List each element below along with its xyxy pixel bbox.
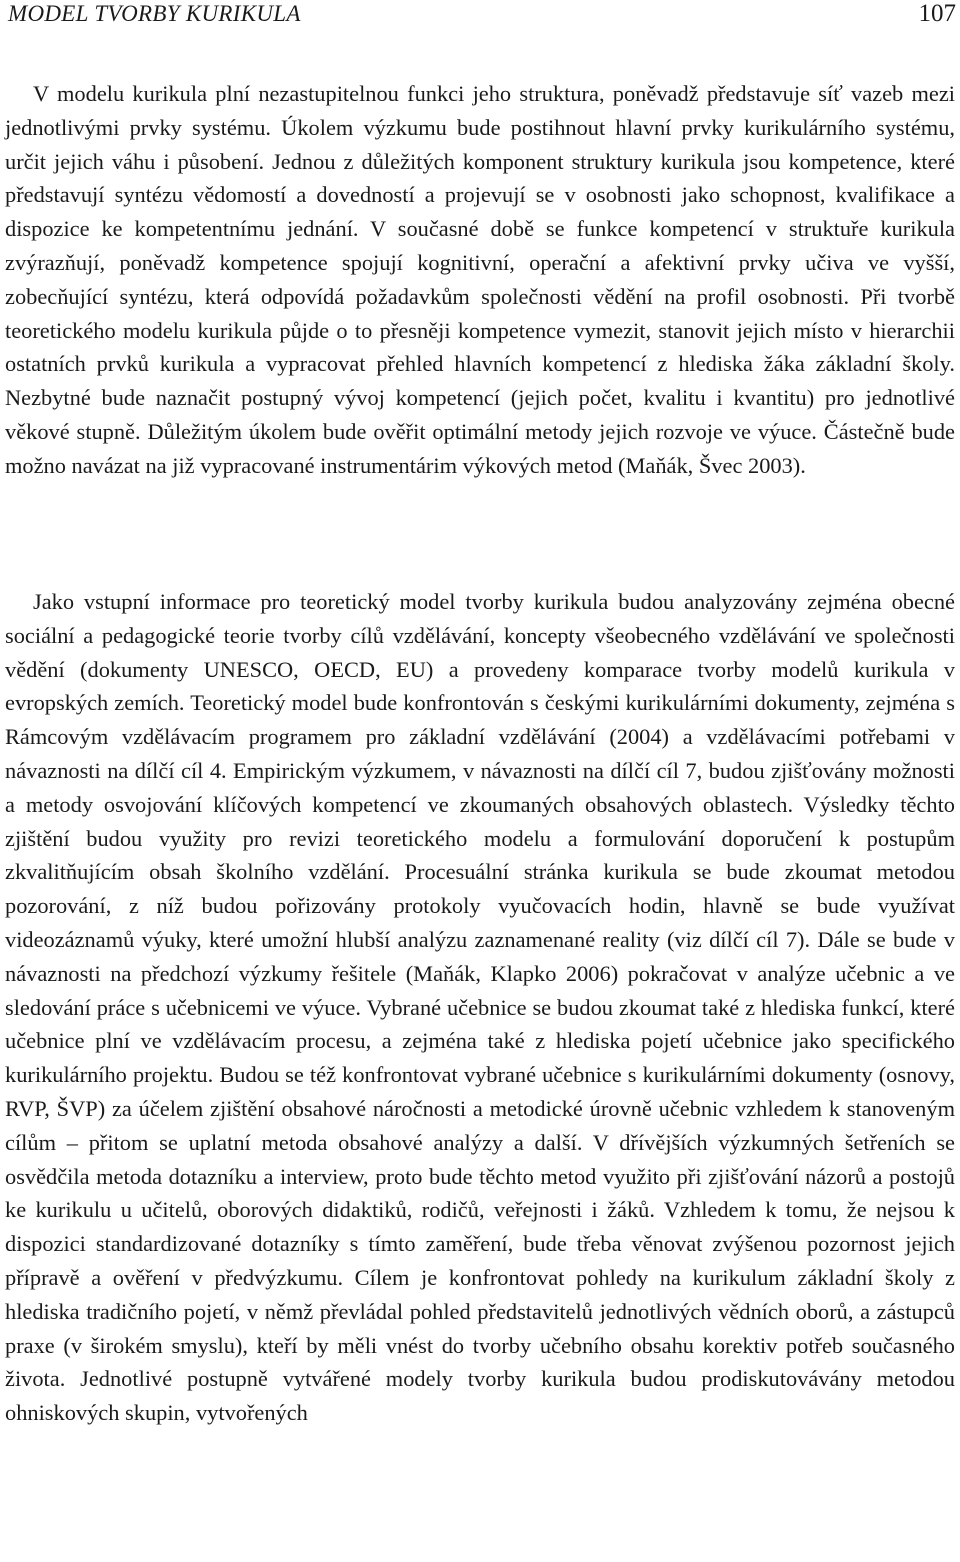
paragraph-curriculum-structure: V modelu kurikula plní nezastupitelnou funkci jeho struktura, poněvadž představuje síť vazeb mezi jednotlivými prvky systému. Úkolem výzkumu bude postihnout hlavní prvky kurikulárního systému, určit jejich váhu i působení. Jednou z důležitých komponent struktury kurikula jsou kompetence, které představují syntézu vědomostí a dovedností a projevují se v osobnosti jako schopnost, kvalifikace a dispozice ke kompetentnímu jednání. V současné době se funkce kompetencí v struktuře kurikula zvýrazňují, poněvadž kompetence spojují kognitivní, operační a afektivní prvky učiva ve vyšší, zobecňující syntézu, která odpovídá požadavkům společnosti vědění na profil osobnosti. Při tvorbě teoretického modelu kurikula půjde o to přesněji kompetence vymezit, stanovit jejich místo v hierarchii ostatních prvků kurikula a vypracovat přehled hlavních kompetencí z hlediska žáka základní školy. Nezbytné bude naznačit postupný vývoj kompetencí (jejich počet, kvalitu i kvantitu) pro jednotlivé věkové stupně. Důležitým úkolem bude ověřit optimální metody jejich rozvoje ve výuce. Částečně bude možno navázat na již vypracované instrumentárim výkových metod (Maňák, Švec 2003). (5, 81, 955, 478)
running-header (8, 0, 956, 30)
running-title: MODEL TVORBY KURIKULA (8, 1, 301, 26)
paragraph-input-information: Jako vstupní informace pro teoretický model tvorby kurikula budou analyzovány zejména obecné sociální a pedagogické teorie tvorby cílů vzdělávání, koncepty všeobecného vzdělávání ve společnosti vědění (dokumenty UNESCO, OECD, EU) a provedeny komparace tvorby modelů kurikula v evropských zemích. Teoretický model bude konfrontován s českými kurikulárními dokumenty, zejména s Rámcovým vzdělávacím programem pro základní vzdělávání (2004) a vzdělávacími potřebami v návaznosti na dílčí cíl 4. Empirickým výzkumem, v návaznosti na dílčí cíl 7, budou zjišťovány možnosti a metody osvojování klíčových kompetencí ve zkoumaných obsahových oblastech. Výsledky těchto zjištění budou využity pro revizi teoretického modelu a formulování doporučení k postupům zkvalitňujícím obsah školního vzdělání. Procesuální stránka kurikula se bude zkoumat metodou pozorování, z níž budou pořizovány protokoly vyučovacích hodin, hlavně se bude využívat videozáznamů výuky, které umožní hlubší analýzu zaznamenané reality (viz dílčí cíl 7). Dále se bude v návaznosti na předchozí výzkumy řešitele (Maňák, Klapko 2006) pokračovat v analýze učebnic a ve sledování práce s učebnicemi ve výuce. Vybrané učebnice se budou zkoumat také z hlediska funkcí, které učebnice plní ve vzdělávacím procesu, a zejména také z hlediska pojetí učebnice jako specifického kurikulárního projektu. Budou se též konfrontovat vybrané učebnice s kurikulárními dokumenty (osnovy, RVP, ŠVP) za účelem zjištění obsahové náročnosti a metodické úrovně učebnic vzhledem k stanoveným cílům – přitom se uplatní metoda obsahové analýzy a další. V dřívějších výzkumných šetřeních se osvědčila metoda dotazníku a interview, proto bude těchto metod využito při zjišťování názorů a postojů ke kurikulu u učitelů, oborových didaktiků, rodičů, veřejnosti i žáků. Vzhledem k tomu, že nejsou k dispozici standardizované dotazníky s tímto zaměření, bude třeba věnovat zvýšenou pozornost jejich přípravě a ověření v předvýzkumu. Cílem je konfrontovat pohledy na kurikulum základní školy z hlediska tradičního pojetí, v němž převládal pohled představitelů jednotlivých vědních oborů, a zástupců praxe (v širokém smyslu), kteří by měli vnést do tvorby učebního obsahu korektiv potřeb současného života. Jednotlivé postupně vytvářené modely tvorby kurikula budou prodiskutovávány metodou ohniskových skupin, vytvořených (5, 589, 955, 1426)
page-number: 107 (918, 0, 956, 27)
